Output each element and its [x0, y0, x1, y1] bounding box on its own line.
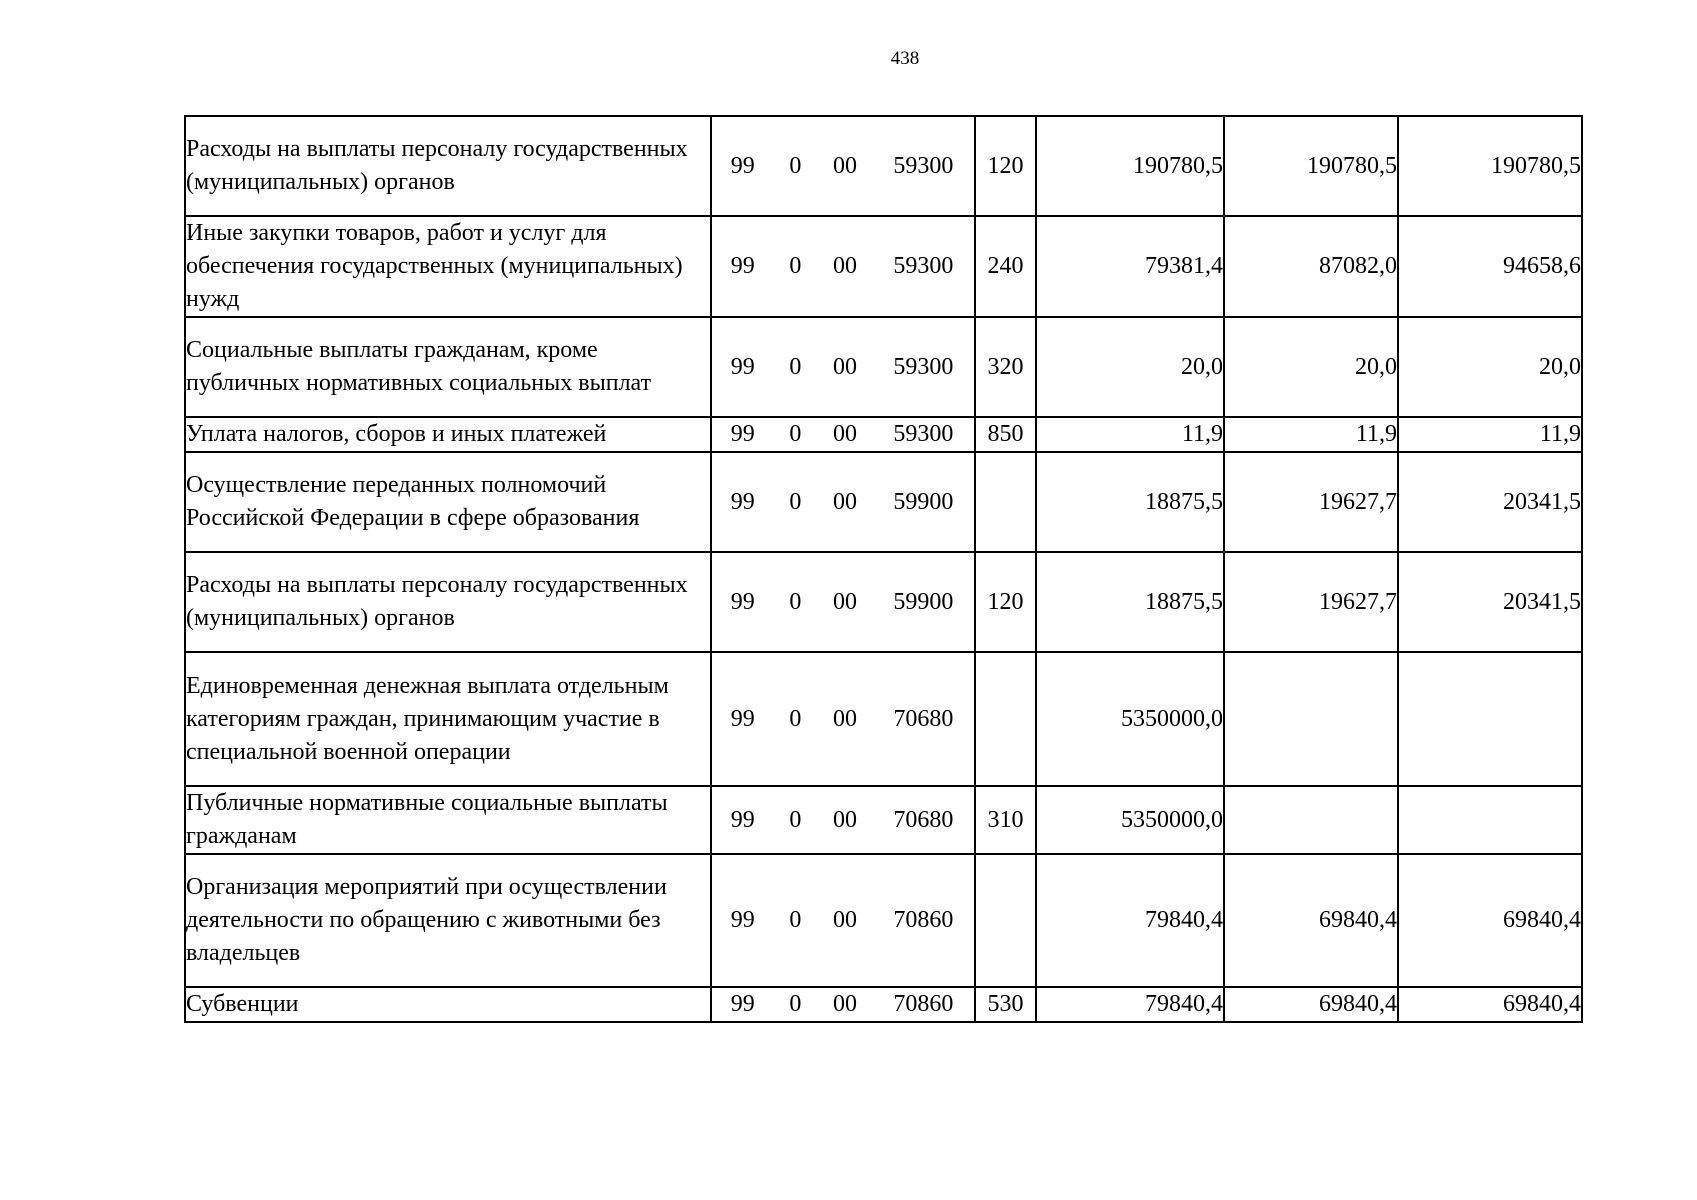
code-subprogram: 0	[789, 907, 802, 933]
amount-2: 87082,0	[1224, 216, 1398, 317]
amount-2	[1224, 652, 1398, 786]
amount-2: 20,0	[1224, 317, 1398, 417]
row-name: Единовременная денежная выплата отдельным категориям граждан, принимающим участие в специальной военной операции	[185, 652, 711, 786]
code-program: 99	[730, 588, 755, 615]
code-direction: 59900	[893, 488, 954, 515]
code-main-event: 00	[832, 488, 857, 515]
amount-3	[1398, 786, 1582, 854]
amount-2	[1224, 786, 1398, 854]
code-cell	[711, 786, 975, 854]
amount-3: 20341,5	[1398, 552, 1582, 652]
code-subprogram: 0	[789, 152, 802, 179]
expense-type	[975, 652, 1036, 786]
expense-type	[975, 854, 1036, 987]
code-cell	[711, 317, 975, 417]
amount-2: 11,9	[1224, 417, 1398, 452]
expense-type: 530	[975, 987, 1036, 1022]
amount-1: 79381,4	[1036, 216, 1224, 317]
expense-type	[975, 452, 1036, 552]
row-name: Публичные нормативные социальные выплаты гражданам	[185, 786, 711, 854]
code-program: 99	[730, 253, 755, 279]
code-direction: 59300	[893, 421, 954, 447]
row-name: Организация мероприятий при осуществлении деятельности по обращению с животными без владельцев	[185, 854, 711, 987]
table-row	[185, 116, 1582, 216]
code-subprogram: 0	[789, 991, 802, 1017]
amount-1: 20,0	[1036, 317, 1224, 417]
code-program: 99	[730, 991, 755, 1017]
code-subprogram: 0	[789, 353, 802, 380]
code-subprogram: 0	[789, 588, 802, 615]
row-name: Субвенции	[185, 987, 711, 1022]
table-row	[185, 786, 1582, 854]
table-row	[185, 854, 1582, 987]
code-program: 99	[730, 152, 755, 179]
amount-1: 18875,5	[1036, 552, 1224, 652]
row-name: Расходы на выплаты персоналу государственных (муниципальных) органов	[185, 552, 711, 652]
code-main-event: 00	[832, 588, 857, 615]
code-direction: 59300	[893, 152, 954, 179]
amount-3: 190780,5	[1398, 116, 1582, 216]
code-program: 99	[730, 353, 755, 380]
code-direction: 59900	[893, 588, 954, 615]
row-name: Иные закупки товаров, работ и услуг для обеспечения государственных (муниципальных) нужд	[185, 216, 711, 317]
code-cell	[711, 987, 975, 1022]
amount-3: 69840,4	[1398, 854, 1582, 987]
amount-3: 94658,6	[1398, 216, 1582, 317]
expense-type: 120	[975, 552, 1036, 652]
table-row	[185, 552, 1582, 652]
table-row	[185, 417, 1582, 452]
code-cell	[711, 452, 975, 552]
code-cell	[711, 854, 975, 987]
amount-1: 5350000,0	[1036, 652, 1224, 786]
table-row	[185, 452, 1582, 552]
amount-2: 69840,4	[1224, 987, 1398, 1022]
table-row	[185, 652, 1582, 786]
code-subprogram: 0	[789, 253, 802, 279]
table-row	[185, 987, 1582, 1022]
code-subprogram: 0	[789, 806, 802, 833]
code-program: 99	[730, 907, 755, 933]
table-row	[185, 216, 1582, 317]
amount-3: 20,0	[1398, 317, 1582, 417]
code-direction: 70680	[893, 806, 954, 833]
code-main-event: 00	[832, 806, 857, 833]
code-program: 99	[730, 488, 755, 515]
code-program: 99	[730, 421, 755, 447]
code-direction: 70680	[893, 705, 954, 732]
expense-type: 850	[975, 417, 1036, 452]
code-main-event: 00	[832, 152, 857, 179]
amount-1: 18875,5	[1036, 452, 1224, 552]
code-main-event: 00	[832, 421, 857, 447]
amount-3: 20341,5	[1398, 452, 1582, 552]
amount-2: 190780,5	[1224, 116, 1398, 216]
amount-3: 69840,4	[1398, 987, 1582, 1022]
row-name: Социальные выплаты гражданам, кроме публичных нормативных социальных выплат	[185, 317, 711, 417]
amount-1: 5350000,0	[1036, 786, 1224, 854]
amount-3	[1398, 652, 1582, 786]
amount-1: 190780,5	[1036, 116, 1224, 216]
expense-type: 310	[975, 786, 1036, 854]
code-cell	[711, 552, 975, 652]
code-direction: 70860	[893, 907, 954, 933]
code-main-event: 00	[832, 991, 857, 1017]
code-direction: 70860	[893, 991, 954, 1017]
code-program: 99	[730, 806, 755, 833]
code-cell	[711, 417, 975, 452]
expense-type: 320	[975, 317, 1036, 417]
code-direction: 59300	[893, 353, 954, 380]
code-cell	[711, 116, 975, 216]
code-main-event: 00	[832, 705, 857, 732]
budget-table	[184, 115, 1583, 1023]
row-name: Уплата налогов, сборов и иных платежей	[185, 417, 711, 452]
code-program: 99	[730, 705, 755, 732]
row-name: Осуществление переданных полномочий Российской Федерации в сфере образования	[185, 452, 711, 552]
amount-1: 79840,4	[1036, 854, 1224, 987]
amount-1: 79840,4	[1036, 987, 1224, 1022]
amount-3: 11,9	[1398, 417, 1582, 452]
code-cell	[711, 652, 975, 786]
amount-2: 19627,7	[1224, 552, 1398, 652]
amount-2: 69840,4	[1224, 854, 1398, 987]
code-cell	[711, 216, 975, 317]
code-direction: 59300	[893, 253, 954, 279]
amount-1: 11,9	[1036, 417, 1224, 452]
amount-2: 19627,7	[1224, 452, 1398, 552]
code-subprogram: 0	[789, 421, 802, 447]
code-main-event: 00	[832, 253, 857, 279]
code-subprogram: 0	[789, 705, 802, 732]
page-number: 438	[890, 48, 920, 69]
table-row	[185, 317, 1582, 417]
code-main-event: 00	[832, 907, 857, 933]
code-main-event: 00	[832, 353, 857, 380]
code-subprogram: 0	[789, 488, 802, 515]
expense-type: 240	[975, 216, 1036, 317]
row-name: Расходы на выплаты персоналу государственных (муниципальных) органов	[185, 116, 711, 216]
expense-type: 120	[975, 116, 1036, 216]
